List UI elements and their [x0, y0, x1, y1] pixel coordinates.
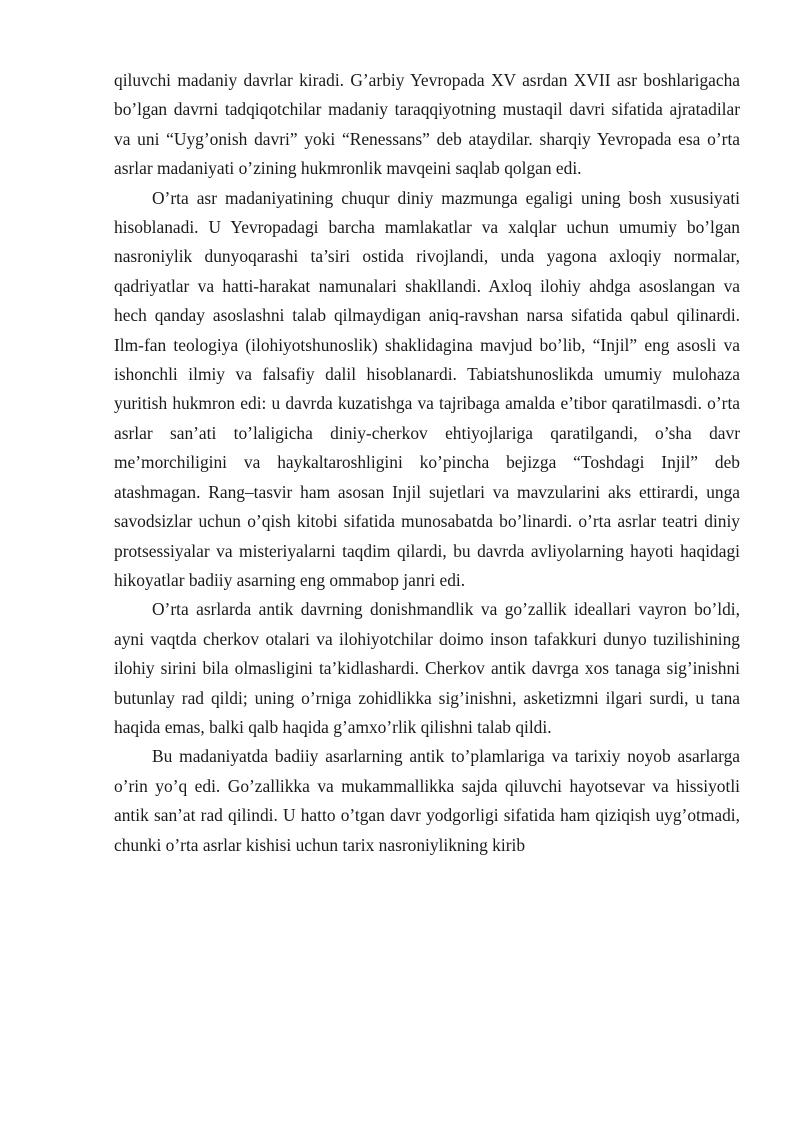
paragraph-antique-ideals: O’rta asrlarda antik davrning donishmandlik va go’zallik ideallari vayron bo’ldi, ayni vaqtda cherkov otalari va ilohiyotchilar doimo inson tafakkuri dunyo tuzilishining ilohiy sirini bila olmasligini ta’kidlashardi. Cherkov antik davrga xos tanaga sig’inishni butunlay rad qildi; uning o’rniga zohidlikka sig’inishni, asketizmni ilgari surdi, u tana haqida emas, balki qalb haqida g’amxo’rlik qilishni talab qildi.: [114, 599, 740, 737]
document-page: [114, 66, 740, 860]
paragraph-medieval-culture: O’rta asr madaniyatining chuqur diniy mazmunga egaligi uning bosh xususiyati hisoblanadi. U Yevropadagi barcha mamlakatlar va xalqlar uchun umumiy bo’lgan nasroniylik dunyoqarashi ta’siri ostida rivojlandi, unda yagona axloqiy normalar, qadriyatlar va hatti-harakat namunalari shakllandi. Axloq ilohiy ahdga asoslangan va hech qanday asoslashni talab qilmaydigan aniq-ravshan narsa sifatida qabul qilinardi. Ilm-fan teologiya (ilohiyotshunoslik) shaklidagina mavjud bo’lib, “Injil” eng asosli va ishonchli ilmiy va falsafiy dalil hisoblanardi. Tabiatshunoslikda umumiy mulohaza yuritish hukmron edi: u davrda kuzatishga va tajribaga amalda e’tibor qaratilmasdi. o’rta asrlar san’ati to’laligicha diniy-cherkov ehtiyojlariga qaratilgandi, o’sha davr me’morchiligini va haykaltaroshligini ko’pincha bejizga “Toshdagi Injil” deb atashmagan. Rang–tasvir ham asosan Injil sujetlari va mavzularini aks ettirardi, unga savodsizlar uchun o’qish kitobi sifatida munosabatda bo’linardi. o’rta asrlar teatri diniy protsessiyalar va misteriyalarni taqdim qilardi, bu davrda avliyolarning hayoti haqidagi hikoyatlar badiiy asarning eng ommabop janri edi.: [114, 187, 740, 590]
paragraph-art-rejection: Bu madaniyatda badiiy asarlarning antik to’plamlariga va tarixiy noyob asarlarga o’rin yo’q edi. Go’zallikka va mukammallikka sajda qiluvchi hayotsevar va hissiyotli antik san’at rad qilindi. U hatto o’tgan davr yodgorligi sifatida ham qiziqish uyg’otmadi, chunki o’rta asrlar kishisi uchun tarix nasroniylikning kirib: [114, 746, 740, 855]
paragraph-continuation: qiluvchi madaniy davrlar kiradi. G’arbiy Yevropada XV asrdan XVII asr boshlarigacha bo’lgan davrni tadqiqotchilar madaniy taraqqiyotning mustaqil davri sifatida ajratadilar va uni “Uyg’onish davri” yoki “Renessans” deb ataydilar. sharqiy Yevropada esa o’rta asrlar madaniyati o’zining hukmronlik mavqeini saqlab qolgan edi.: [114, 70, 740, 179]
